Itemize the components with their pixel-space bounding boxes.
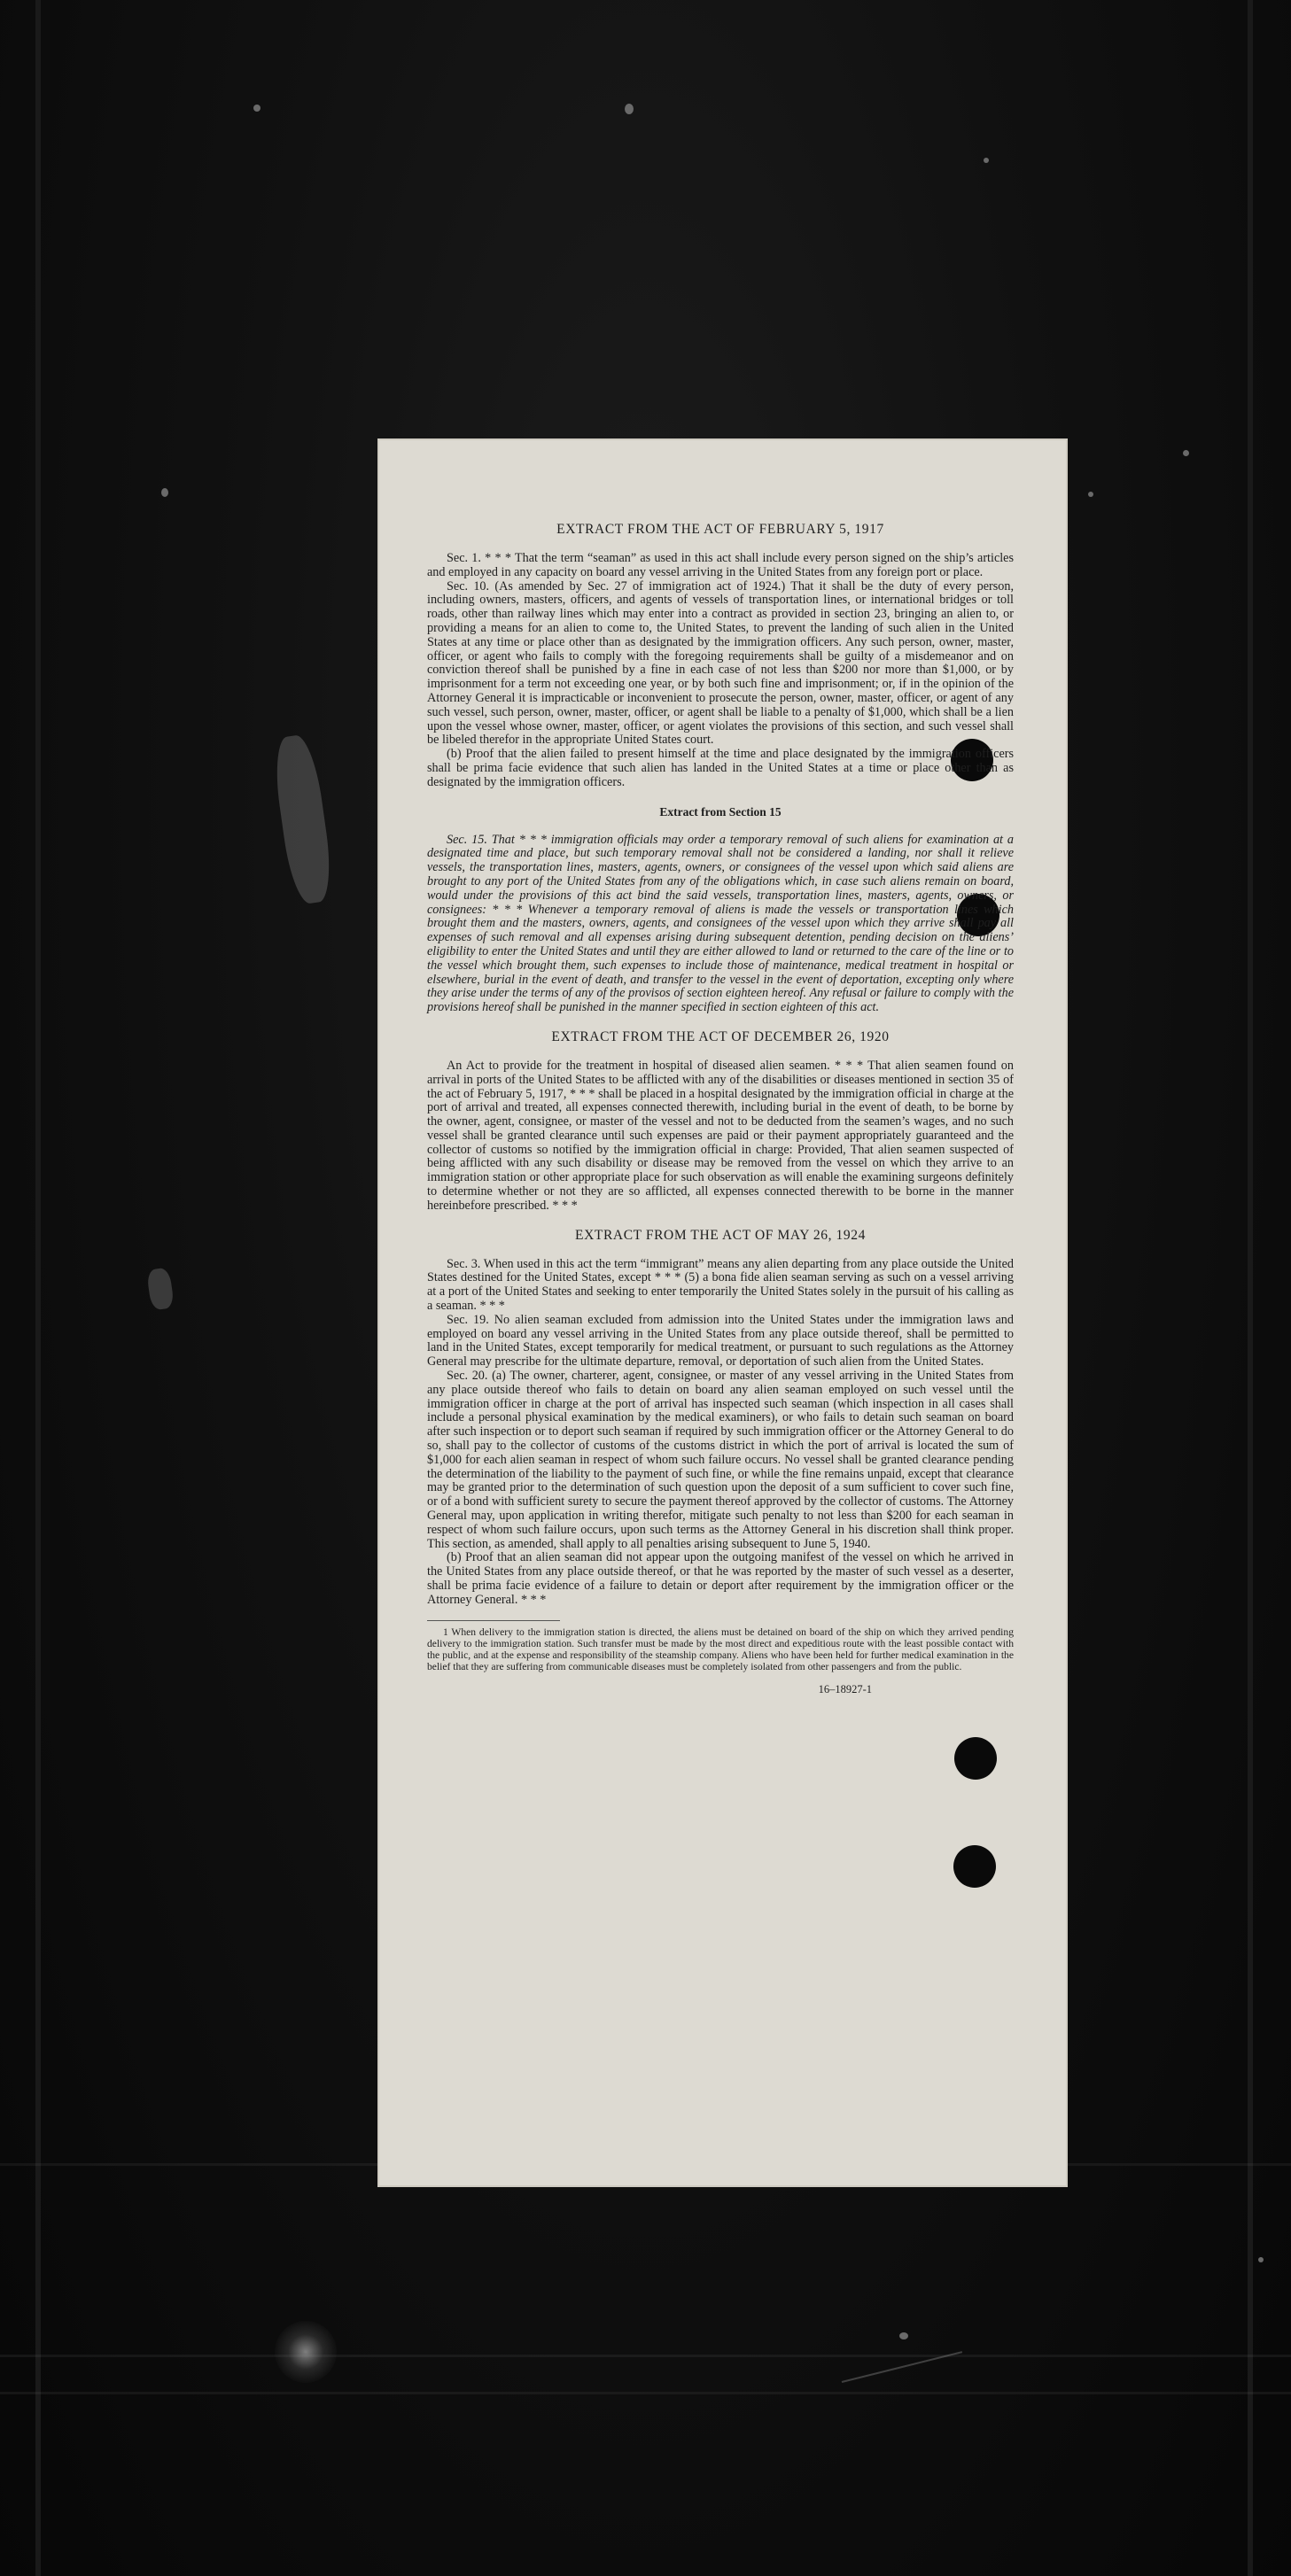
dust-speck <box>1183 450 1189 456</box>
paragraph-sec-19: Sec. 19. No alien seaman excluded from admission into the United States under the immigration laws and employed on board any vessel arriving in the United States from any place outside thereof, shall be permitted to land in the United States, except temporarily for medical treatment, or pursuant to such regulations as the Attorney General may prescribe for the ultimate departure, removal, or deportation of such alien from the United States. <box>427 1312 1014 1369</box>
heading-act-1920: EXTRACT FROM THE ACT OF DECEMBER 26, 1920 <box>551 1028 890 1044</box>
paragraph-sec-3: Sec. 3. When used in this act the term “immigrant” means any alien departing from any place outside the United States destined for the United States, except * * * (5) a bona fide alien seaman serving as such on a vessel arriving at a port of the United States and seeking to enter temporarily the United States solely in the pursuit of his calling as a seaman. * * * <box>427 1256 1014 1314</box>
document-page <box>379 440 1066 2185</box>
dust-speck <box>625 104 634 114</box>
paragraph-sec-10: Sec. 10. (As amended by Sec. 27 of immigration act of 1924.) That it shall be the duty of every person, including owners, masters, officers, and agents of vessels of transportation lines, or international bridges or toll roads, other than railway lines which may enter into a contract as provided in section 23, bringing an alien to, or providing a means for an alien to come to, the United States, to prevent the landing of such alien in the United States at any time or place other than as designated by the immigration officers. Any such person, owner, master, officer, or agent who fails to comply with the foregoing requirements shall be guilty of a misdemeanor and on conviction thereof shall be punished by a fine in each case of not less than $200 nor more than $1,000, or by imprisonment for a term not exceeding one year, or by both such fine and imprisonment; or, if in the opinion of the Attorney General it is impracticable or inconvenient to prosecute the person, owner, master, officer, or agent of any such vessel, such person, owner, master, officer, or agent shall be liable to a penalty of $1,000, which shall be a lien upon the vessel whose owner, master, officer, or agent violates the provisions of this section, and such vessel shall be libeled therefor in the appropriate United States court. <box>427 578 1014 748</box>
publication-code: 16–18927-1 <box>818 1682 872 1695</box>
paragraph-sec-20-b: (b) Proof that an alien seaman did not appear upon the outgoing manifest of the vessel on which he arrived in the United States from any place outside thereof, or that he was reported by the master of such vessel as a deserter, shall be prima facie evidence of a failure to detain or deport after requirement by the immigration officer or the Attorney General. * * * <box>427 1550 1014 1607</box>
heading-act-1917: EXTRACT FROM THE ACT OF FEBRUARY 5, 1917 <box>556 522 884 537</box>
light-glare <box>275 2321 337 2383</box>
heading-act-1924: EXTRACT FROM THE ACT OF MAY 26, 1924 <box>575 1227 866 1243</box>
paragraph-sec-10-b: (b) Proof that the alien failed to present himself at the time and place designated by the immigration officers shall be prima facie evidence that such alien has landed in the United States at a time or place other than as designated by the immigration officers. <box>427 747 1014 789</box>
dust-speck <box>253 105 261 112</box>
document-body <box>427 522 1014 1696</box>
scan-line <box>0 2392 1291 2394</box>
dust-speck <box>1258 2257 1264 2262</box>
paragraph-sec-20: Sec. 20. (a) The owner, charterer, agent, consignee, or master of any vessel arriving in the United States from any place outside thereof who fails to detain on board any alien seaman employed on such vessel until the immigration officer in charge at the port of arrival has inspected such seaman (which inspection in all cases shall include a personal physical examination by the medical examiners), or who fails to detain such seaman on board after such inspection or to deport such seaman if required by such immigration officer or the Attorney General to do so, shall pay to the collector of customs of the customs district in which the port of arrival is located the sum of $1,000 for each alien seaman in respect of whom such failure occurs. No vessel shall be granted clearance pending the determination of the liability to the payment of such fine, or while the fine remains unpaid, except that clearance may be granted prior to the determination of such question upon the deposit of a sum sufficient to cover such fine, or of a bond with sufficient surety to secure the payment thereof approved by the collector of customs. The Attorney General may, upon application in writing therefor, mitigate such penalty to not less than $200 for each seaman in respect of whom such failure occurs, upon such terms as the Attorney General in his discretion shall think proper. This section, as amended, shall apply to all penalties arising subsequent to June 5, 1940. <box>427 1369 1014 1551</box>
film-edge-left <box>35 0 41 2576</box>
scan-line <box>0 2355 1291 2357</box>
dust-speck <box>1088 492 1093 497</box>
dust-speck <box>899 2332 908 2339</box>
punch-hole <box>953 1845 996 1888</box>
dust-speck <box>161 488 168 497</box>
footnote-rule <box>427 1620 560 1621</box>
film-edge-right <box>1248 0 1253 2576</box>
paragraph-sec-1: Sec. 1. * * * That the term “seaman” as used in this act shall include every person signed on the ship’s articles and employed in any capacity on board any vessel arriving in the United States from any foreign port or place. <box>427 551 1014 579</box>
punch-hole <box>954 1737 997 1780</box>
paragraph-sec-15: Sec. 15. That * * * immigration officials may order a temporary removal of such aliens for examination at a designated time and place, but such temporary removal shall not be considered a landing, nor shall it relieve vessels, the transportation lines, masters, agents, owners, or consignees of the vessel upon which said aliens are brought to any port of the United States from any of the obligations which, in case such aliens remain on board, would under the provisions of this act bind the said vessels, transportation lines, masters, agents, owners, or consignees: * * * Whenever a temporary removal of aliens is made the vessels or transportation lines which brought them and the masters, owners, agents, and consignees of the vessel upon which they arrive shall pay all expenses of such removal and all expenses arising during subsequent detention, pending decision on the aliens’ eligibility to enter the United States and until they are either allowed to land or returned to the care of the line or to the vessel which brought them, such expenses to include those of maintenance, medical treatment in hospital or elsewhere, burial in the event of death, and transfer to the vessel in the event of deportation, excepting only where they arise under the terms of any of the provisos of section eighteen hereof. Any refusal or failure to comply with the provisions hereof shall be punished in the manner specified in section eighteen of this act. <box>427 832 1014 1015</box>
paragraph-act-1920: An Act to provide for the treatment in hospital of diseased alien seamen. * * * That alien seamen found on arrival in ports of the United States to be afflicted with any of the disabilities or diseases mentioned in section 35 of the act of February 5, 1917, * * * shall be placed in a hospital designated by the immigration official in charge at the port of arrival and treated, all expenses connected therewith, including burial in the event of death, to be borne by the owner, agent, consignee, or master of the vessel and not to be deducted from the seamen’s wages, and no such vessel shall be granted clearance until such expenses are paid or their payment appropriately guaranteed and the collector of customs so notified by the immigration official in charge: Provided, That alien seamen suspected of being afflicted with any such disability or disease may be removed from the vessel on which they arrive to an immigration station or other appropriate place for such observation as will enable the examining surgeons definitely to determine whether or not they are so afflicted, all expenses connected therewith to be borne in the manner hereinbefore prescribed. * * * <box>427 1058 1014 1213</box>
dust-speck <box>984 158 989 163</box>
footnote: 1 When delivery to the immigration station is directed, the aliens must be detained on board of the ship on which they arrived pending delivery to the immigration station. Such transfer must be made by the most direct and expeditious route with the least possible contact with the public, and at the expense and responsibility of the steamship company. Aliens who have been held for further medical examination in the belief that they are suffering from communicable diseases must be completely isolated from other passengers and from the public. <box>427 1626 1014 1672</box>
subheading-section-15: Extract from Section 15 <box>659 804 782 819</box>
